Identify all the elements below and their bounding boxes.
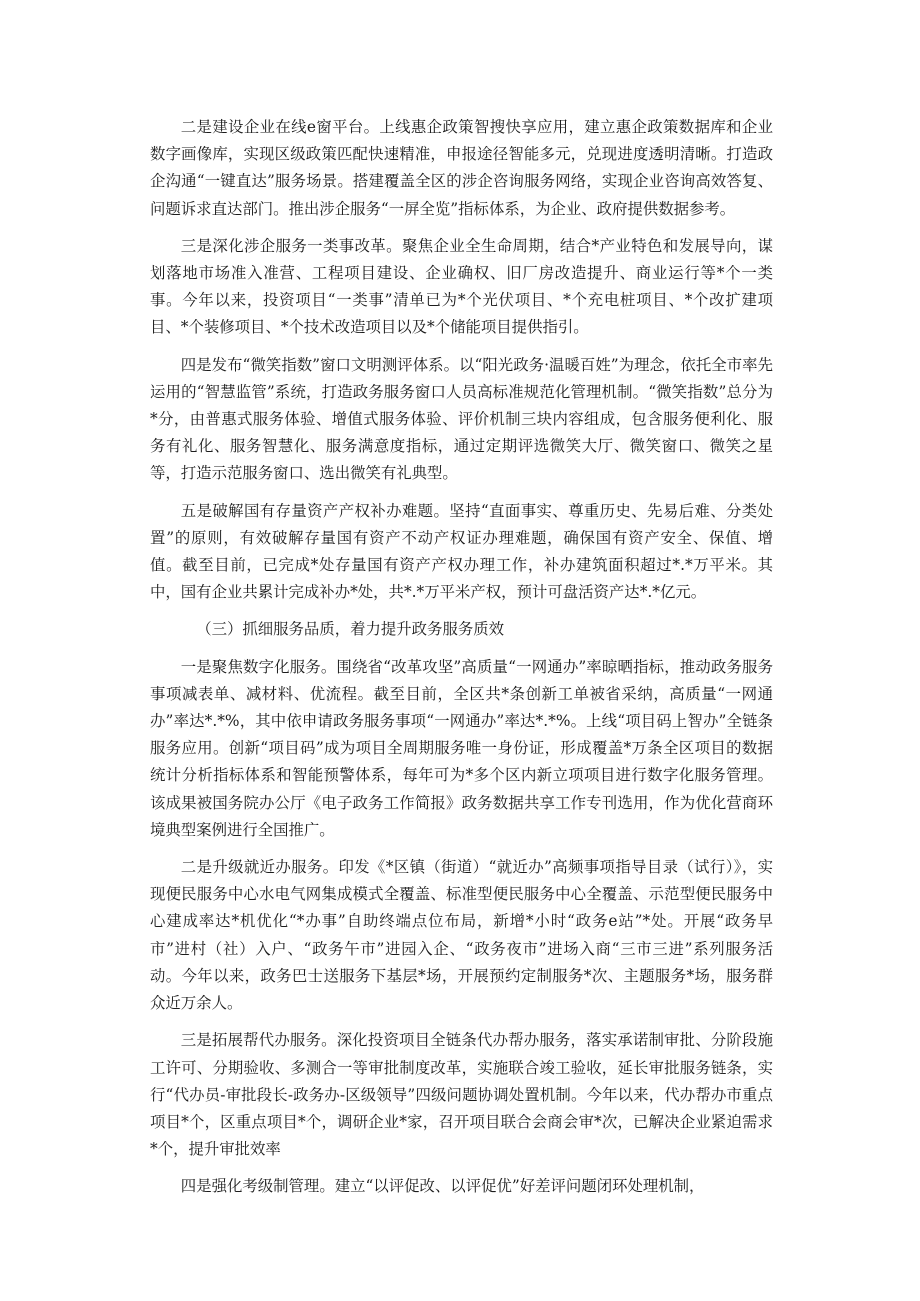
- section-heading: （三）抓细服务品质，着力提升政务服务质效: [196, 620, 505, 639]
- paragraph-agent-service: 三是拓展帮代办服务。深化投资项目全链条代办帮办服务，落实承诺制审批、分阶段施工许可、分期验收、多测合一等审批制度改革，实施联合竣工验收，延长审批服务链条，实行“代办员-审批段长-政务办-区级领导”四级问题协调处置机制。今年以来，代办帮办市重点项目*个，区重点项目*个，调研企业*家，召开项目联合会商会审*次，已解决企业紧迫需求*个，提升审批效率: [150, 1031, 773, 1159]
- paragraph-platform: 二是建设企业在线e窗平台。上线惠企政策智搜快享应用，建立惠企政策数据库和企业数字画像库，实现区级政策匹配快速精准，申报途径智能多元，兑现进度透明清晰。打造政企沟通“一键直达”服务场景。搭建覆盖全区的涉企咨询服务网络，实现企业咨询高效答复、问题诉求直达部门。推出涉企服务“一屏全览”指标体系，为企业、政府提供数据参考。: [150, 118, 773, 218]
- paragraph-grading-management: 四是强化考级制管理。建立“以评促改、以评促优”好差评问题闭环处理机制，: [180, 1177, 705, 1196]
- paragraph-property-rights: 五是破解国有存量资产产权补办难题。坚持“直面事实、尊重历史、先易后难、分类处置”的原则，有效破解存量国有资产不动产权证办理难题，确保国有资产安全、保值、增值。截至目前，已完成*处存量国有资产产权办理工作，补办建筑面积超过*.*万平米。其中，国有企业共累计完成补办*处，共*.*万平米产权，预计可盘活资产达*.*亿元。: [150, 501, 773, 602]
- paragraph-smile-index: 四是发布“微笑指数”窗口文明测评体系。以“阳光政务·温暖百姓”为理念，依托全市率先运用的“智慧监管”系统，打造政务服务窗口人员高标准规范化管理机制。“微笑指数”总分为*分，由普惠式服务体验、增值式服务体验、评价机制三块内容组成，包含服务便利化、服务有礼化、服务智慧化、服务满意度指标，通过定期评选微笑大厅、微笑窗口、微笑之星等，打造示范服务窗口、选出微笑有礼典型。: [150, 355, 773, 483]
- document-body: [150, 114, 773, 1211]
- paragraph-nearby-service: 二是升级就近办服务。印发《*区镇（街道）“就近办”高频事项指导目录（试行）》，实现便民服务中心水电气网集成模式全覆盖、标准型便民服务中心全覆盖、示范型便民服务中心建成率达*机优化“*办事”自助终端点位布局，新增*小时“政务e站”*处。开展“政务早市”进村（社）入户、“政务午市”进园入企、“政务夜市”进场入商“三市三进”系列服务活动。今年以来，政务巴士送服务下基层*场，开展预约定制服务*次、主题服务*场，服务群众近万余人。: [150, 858, 773, 1013]
- paragraph-digital-service: 一是聚焦数字化服务。围绕省“改革攻坚”高质量“一网通办”率晾晒指标，推动政务服务事项减表单、减材料、优流程。截至目前，全区共*条创新工单被省采纳，高质量“一网通办”率达*.*%，其中依申请政务服务事项“一网通办”率达*.*%。上线“项目码上智办”全链条服务应用。创新“项目码”成为项目全周期服务唯一身份证，形成覆盖*万条全区项目的数据统计分析指标体系和智能预警体系，每年可为*多个区内新立项项目进行数字化服务管理。该成果被国务院办公厅《电子政务工作简报》政务数据共享工作专刊选用，作为优化营商环境典型案例进行全国推广。: [150, 657, 773, 839]
- paragraph-reform: 三是深化涉企服务一类事改革。聚焦企业全生命周期，结合*产业特色和发展导向，谋划落地市场准入准营、工程项目建设、企业确权、旧厂房改造提升、商业运行等*个一类事。今年以来，投资项目“一类事”清单已为*个光伏项目、*个充电桩项目、*个改扩建项目、*个装修项目、*个技术改造项目以及*个储能项目提供指引。: [150, 236, 773, 337]
